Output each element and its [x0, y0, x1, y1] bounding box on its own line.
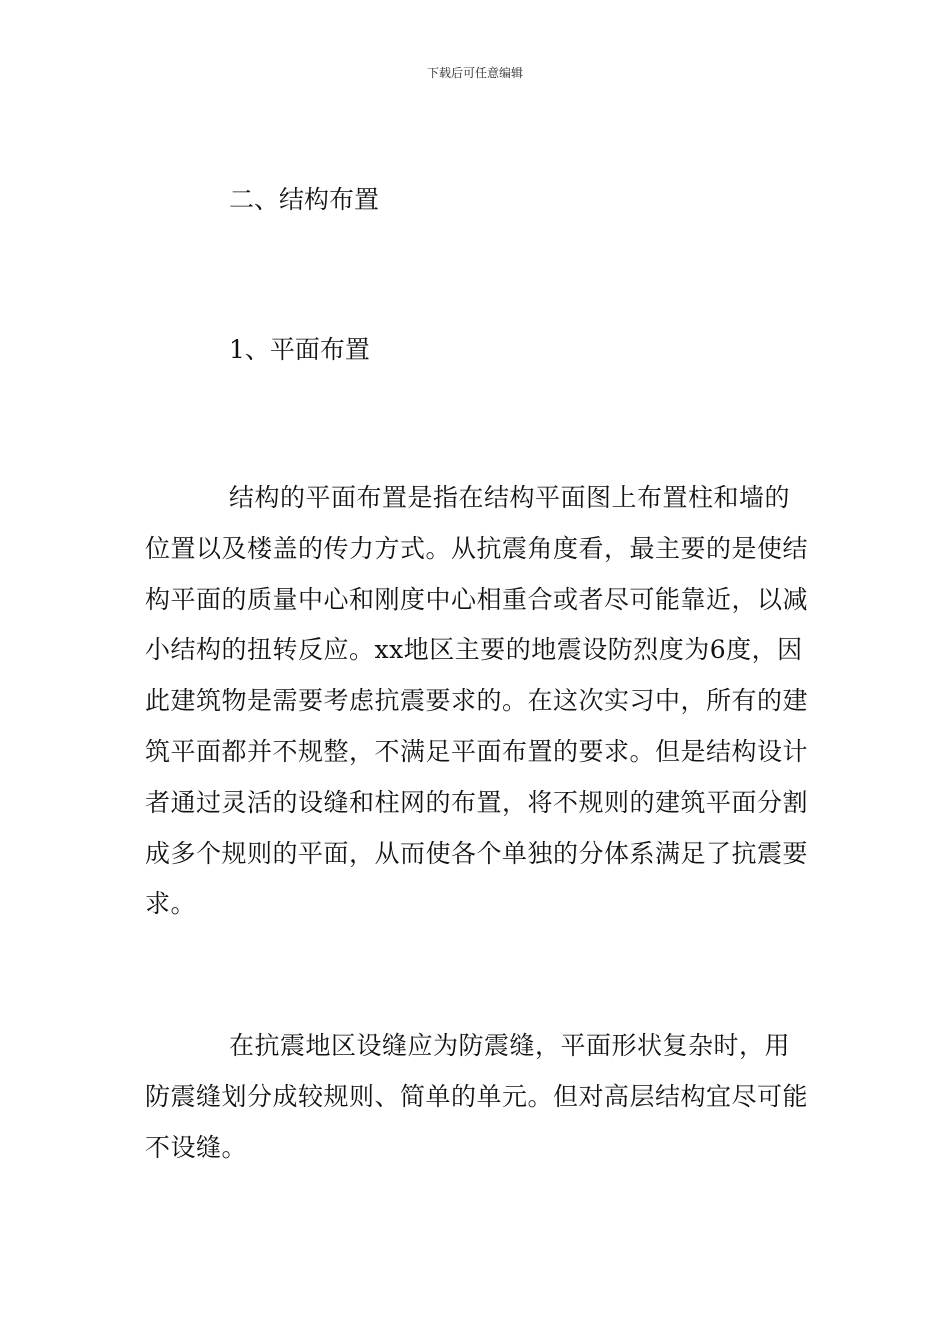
header-note: 下载后可任意编辑 — [426, 66, 523, 80]
section-heading: 二、结构布置 — [229, 185, 380, 214]
body-paragraph: 结构的平面布置是指在结构平面图上布置柱和墙的位置以及楼盖的传力方式。从抗震角度看，最主要的是使结构平面的质量中心和刚度中心相重合或者尽可能靠近，以减小结构的扭转反应。xx地区主要的地震设防烈度为6度，因此建筑物是需要考虑抗震要求的。在这次实习中，所有的建筑平面都并不规整，不满足平面布置的要求。但是结构设计者通过灵活的设缝和柱网的布置，将不规则的建筑平面分割成多个规则的平面，从而使各个单独的分体系满足了抗震要求。 — [145, 483, 809, 919]
body-paragraph: 在抗震地区设缝应为防震缝，平面形状复杂时，用防震缝划分成较规则、简单的单元。但对高层结构宜尽可能不设缝。 — [145, 1031, 809, 1162]
subsection-heading: 1、平面布置 — [229, 335, 370, 364]
